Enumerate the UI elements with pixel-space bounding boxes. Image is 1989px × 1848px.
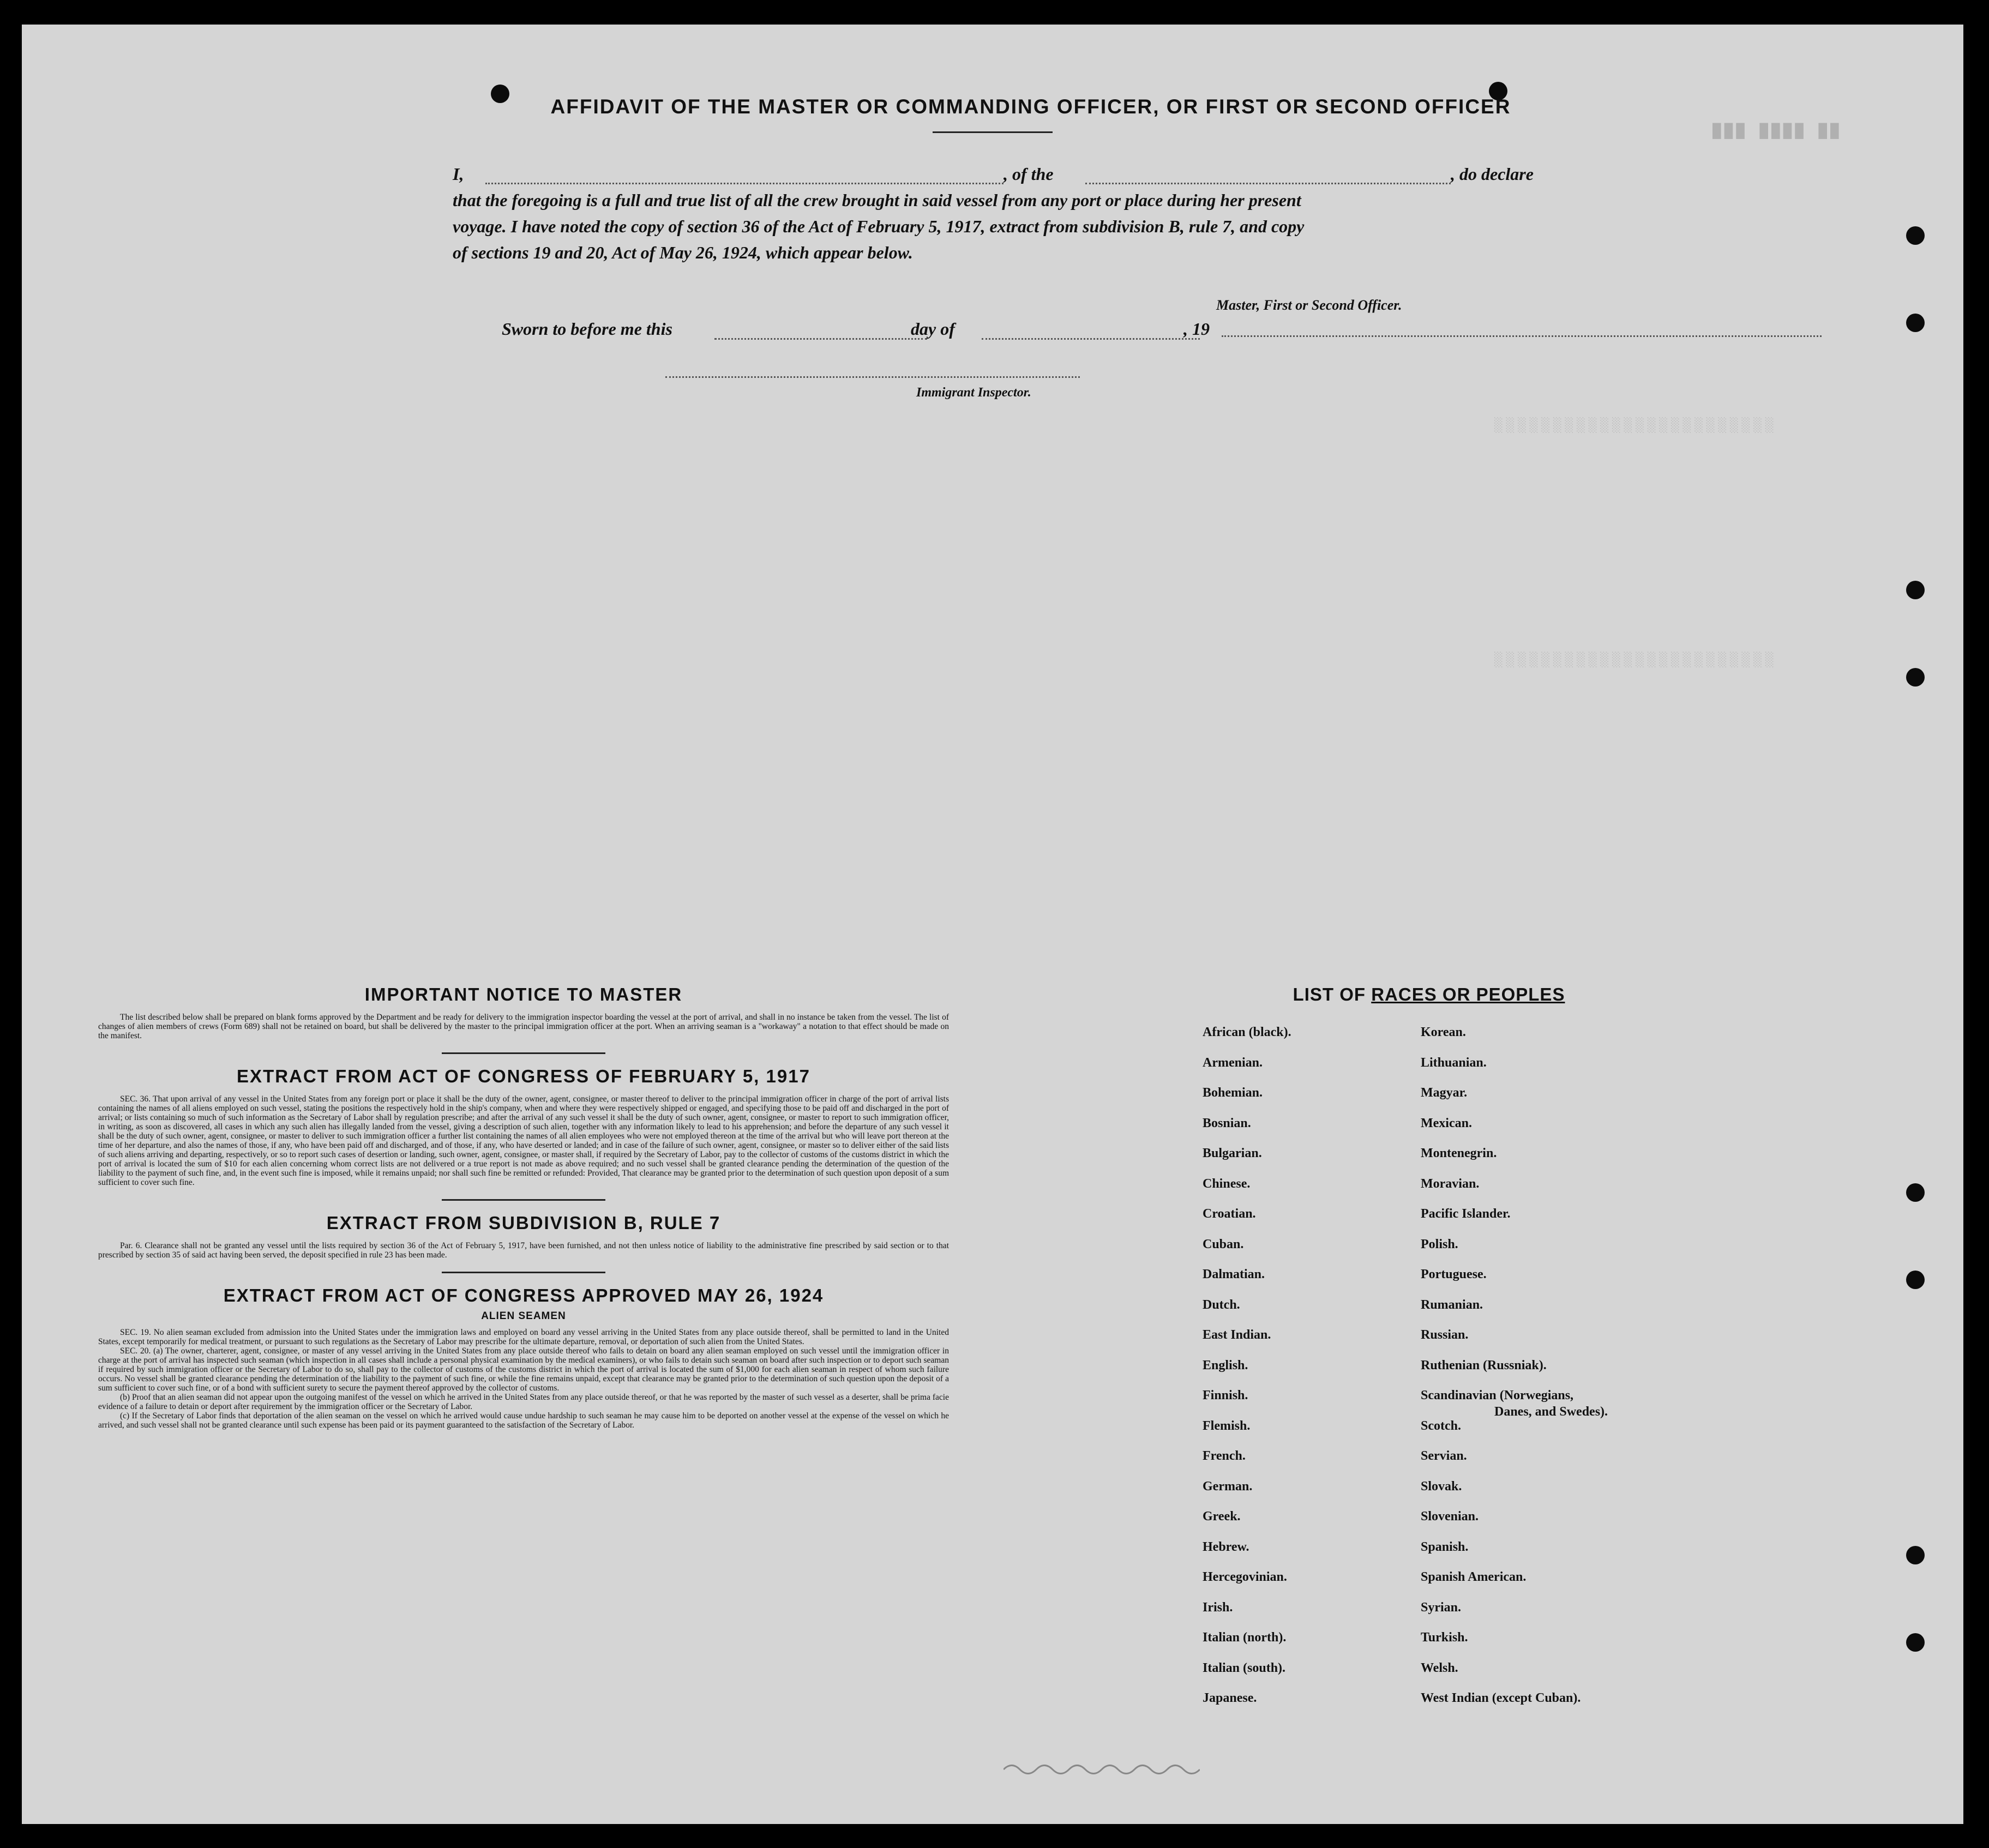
race-item: Italian (south). [1203,1660,1286,1675]
race-item: Korean. [1421,1025,1466,1039]
races-title-prefix: LIST OF [1293,984,1372,1004]
notice-title: IMPORTANT NOTICE TO MASTER [364,984,683,1004]
race-item: Pacific Islander. [1421,1207,1511,1221]
affidavit-line-4: of sections 19 and 20, Act of May 26, 1924, which appear below. [453,243,913,262]
extract-1917-title: EXTRACT FROM ACT OF CONGRESS OF FEBRUARY 5, 1917 [237,1066,810,1086]
punch-hole [1906,581,1925,599]
race-item: Magyar. [1421,1086,1468,1100]
day-of-label: day of [911,319,955,339]
extract-1924-title: EXTRACT FROM ACT OF CONGRESS APPROVED MAY 26, 1924 [223,1285,824,1305]
sworn-day-blank[interactable] [714,338,927,340]
master-signature-line[interactable] [1222,335,1822,337]
inspector-caption: Immigrant Inspector. [916,386,1031,400]
race-item: Bohemian. [1203,1086,1263,1100]
race-item: East Indian. [1203,1328,1271,1342]
bleed-through-text: ░░░░░░░░░░░░░░░░░░░░░░░░ [1494,652,1777,668]
notices-column [98,984,949,1430]
extract-1924-sec20c: (c) If the Secretary of Labor finds that deportation of the alien seaman on the vessel on which he arrived would cause undue hardship to such seaman he may cause him to be deported on another vessel at the expense of the vessel on which he arrived, and such vessel shall not be granted clearance until such expense has been paid or its payment guaranteed to the satisfaction of the Secretary of Labor. [98,1411,949,1430]
race-item: Rumanian. [1421,1297,1483,1312]
race-item: English. [1203,1358,1248,1373]
race-item: German. [1203,1479,1253,1494]
affidavit-line-2: that the foregoing is a full and true list of all the crew brought in said vessel from any port or place during her present [453,190,1301,210]
punch-hole [1906,668,1925,687]
race-item: Polish. [1421,1237,1458,1251]
affidavit-line-3: voyage. I have noted the copy of section 36 of the Act of February 5, 1917, extract from subdivision B, rule 7, and copy [453,216,1305,236]
race-item: Servian. [1421,1449,1467,1463]
i-label: I, [453,164,464,184]
master-signature-caption: Master, First or Second Officer. [1216,297,1402,313]
extract-1924-sec19: SEC. 19. No alien seaman excluded from admission into the United States under the immigration laws and employed on board any vessel arriving in the United States from any place outside thereof, shall be permitted to land in the United States, except temporarily for medical treatment, or pursuant to such regulations as the Secretary of Labor may prescribe for the ultimate departure, removal, or deportation of such alien from the United States. [98,1328,949,1346]
race-item: Chinese. [1203,1176,1251,1191]
races-title-underlined: RACES OR PEOPLES [1371,984,1565,1004]
race-item: Greek. [1203,1509,1241,1524]
race-item: Armenian. [1203,1055,1263,1070]
inspector-signature-line[interactable] [665,376,1080,378]
race-item: Irish. [1203,1600,1233,1615]
race-item: Montenegrin. [1421,1146,1497,1160]
race-item: Ruthenian (Russniak). [1421,1358,1547,1373]
title-underline [933,131,1053,133]
bleed-through-text: ███ ████ ██ [1712,123,1842,139]
separator [442,1052,605,1054]
race-item: French. [1203,1449,1246,1463]
race-item: Scotch. [1421,1418,1461,1433]
punch-hole [1906,314,1925,332]
race-item: Turkish. [1421,1630,1468,1645]
punch-hole [1906,1271,1925,1289]
alien-seamen-subtitle: ALIEN SEAMEN [481,1310,566,1322]
race-item: Italian (north). [1203,1630,1287,1645]
extract-rule7-text: Par. 6. Clearance shall not be granted any vessel until the lists required by section 36 of the Act of February 5, 1917, have been furnished, and not then unless notice of liability to the administrative fine prescribed by said section or to that prescribed by section 35 of said act having been served, the deposit specified in rule 23 has been made. [98,1241,949,1260]
race-item: Welsh. [1421,1660,1458,1675]
race-item: Syrian. [1421,1600,1462,1615]
race-item: Bosnian. [1203,1116,1251,1130]
race-item: Cuban. [1203,1237,1244,1251]
race-item: Finnish. [1203,1388,1248,1402]
race-item: Slovenian. [1421,1509,1479,1524]
extract-1917-text: SEC. 36. That upon arrival of any vessel in the United States from any foreign port or place it shall be the duty of the owner, agent, consignee, or master thereof to deliver to the principal immigration officer in charge of the port of arrival lists containing the names of all aliens employed on such vessel, stating the positions the respectively hold in the ship's company, when and where they were respectively shipped or engaged, and specifying those to be paid off and discharged in the port of arrival; or lists containing so much of such information as the Secretary of Labor shall by regulation prescribe; and after the arrival of any such vessel it shall be the duty of such owner, agent, consignee, or master to report to such immigration officer, in writing, as soon as discovered, all cases in which any such alien has illegally landed from the vessel, giving a description of such alien, together with any information likely to lead to his apprehension; and before the departure of any such vessel it shall be the duty of such owner, agent, consignee, or master to deliver to such immigration officer a further list containing the names of all alien employees who were not employed thereon at the time of the arrival but who will leave port thereon at the time of her departure, and also the names of those, if any, who have been paid off and discharged, and of those, if any, who have deserted or landed; and in case of the failure of such owner, agent, consignee, or master so to deliver either of the said lists of such aliens arriving and departing, respectively, or so to report such cases of desertion or landing, such owner, agent, consignee, or master shall, if required by the Secretary of Labor, pay to the collector of customs of the customs district in which the port of arrival is located the sum of $10 for each alien concerning whom correct lists are not delivered or a true report is not made as above required; and no such vessel shall be granted clearance pending the determination of the question of the liability to the payment of such fine, and, in the event such fine is imposed, while it remains unpaid; nor shall such fine be remitted or refunded: Provided, That clearance may be granted prior to the determination of such question upon deposit of a sum sufficient to cover such fine. [98,1094,949,1187]
sworn-month-blank[interactable] [982,338,1200,340]
race-item: Dalmatian. [1203,1267,1265,1281]
punch-hole [491,85,509,103]
extract-1924-sec20a: SEC. 20. (a) The owner, charterer, agent, consignee, or master of any vessel arriving in the United States from any place outside thereof who fails to detain on board any alien seaman employed on such vessel until the immigration officer in charge at the port of arrival has inspected such seaman (which inspection in all cases shall include a personal physical examination by the medical examiners), or who fails to detain such seaman on board after such inspection or to deport such seaman if required by such immigration officer or the Secretary of Labor to do so, shall pay to the collector of customs of the customs district in which the port of arrival is located the sum of $1,000 for each alien seaman in respect of whom such failure occurs. No vessel shall be granted clearance pending the determination of the liability to the payment of such fine, or while the fine remains unpaid, except that clearance may be granted prior to the determination of such question upon the deposit of a sum sufficient to cover such fine, or of a bond with sufficient surety to secure the payment thereof approved by the collector of customs. [98,1346,949,1393]
do-declare-label: , do declare [1451,164,1534,184]
separator [442,1272,605,1273]
race-item: Spanish. [1421,1539,1469,1554]
race-item: Portuguese. [1421,1267,1487,1281]
separator [442,1199,605,1201]
bleed-through-text: ░░░░░░░░░░░░░░░░░░░░░░░░ [1494,417,1777,434]
race-item: Bulgarian. [1203,1146,1262,1160]
race-item: Lithuanian. [1421,1055,1487,1070]
year-label: , 19 [1183,319,1210,339]
race-item: Japanese. [1203,1691,1257,1705]
race-item: Dutch. [1203,1297,1240,1312]
affidavit-title: AFFIDAVIT OF THE MASTER OR COMMANDING OFFICER, OR FIRST OR SECOND OFFICER [550,95,1511,118]
race-item: Moravian. [1421,1176,1480,1191]
races-title [1194,984,1663,1005]
race-item: Croatian. [1203,1207,1256,1221]
race-item: West Indian (except Cuban). [1421,1691,1581,1705]
vessel-blank-line[interactable] [1085,183,1451,184]
race-item: Mexican. [1421,1116,1472,1130]
race-item: Hercegovinian. [1203,1570,1287,1584]
of-the-label: , of the [1003,164,1054,184]
race-item: Spanish American. [1421,1570,1527,1584]
race-item: Scandinavian (Norwegians, [1421,1388,1574,1402]
paper-tear-mark [1003,1759,1200,1780]
race-item: Flemish. [1203,1418,1251,1433]
race-item: Hebrew. [1203,1539,1249,1554]
name-blank-line[interactable] [485,183,1003,184]
race-item: Slovak. [1421,1479,1462,1494]
document-sheet [22,25,1963,1824]
race-item: Russian. [1421,1328,1469,1342]
sworn-label: Sworn to before me this [502,319,672,339]
punch-hole [1906,1183,1925,1202]
notice-text: The list described below shall be prepared on blank forms approved by the Department and be ready for delivery to the immigration inspector boarding the vessel at the port of arrival, and shall in no instance be taken from the vessel. The list of changes of alien members of crews (Form 689) shall not be retained on board, but shall be delivered by the master to the principal immigration officer at the port. When an arriving seaman is a "workaway" a notation to that effect should be made on the manifest. [98,1013,949,1040]
race-item-continuation: Danes, and Swedes). [1494,1405,1608,1419]
extract-rule7-title: EXTRACT FROM SUBDIVISION B, RULE 7 [326,1213,721,1233]
race-item: African (black). [1203,1025,1291,1039]
punch-hole [1906,226,1925,245]
punch-hole [1906,1546,1925,1564]
extract-1924-sec20b: (b) Proof that an alien seaman did not appear upon the outgoing manifest of the vessel on which he arrived in the United States from any place outside thereof, or that he was reported by the master of such vessel as a deserter, shall be prima facie evidence of a failure to detain or deport after requirement by the immigration officer or the Secretary of Labor. [98,1393,949,1411]
punch-hole [1906,1633,1925,1652]
